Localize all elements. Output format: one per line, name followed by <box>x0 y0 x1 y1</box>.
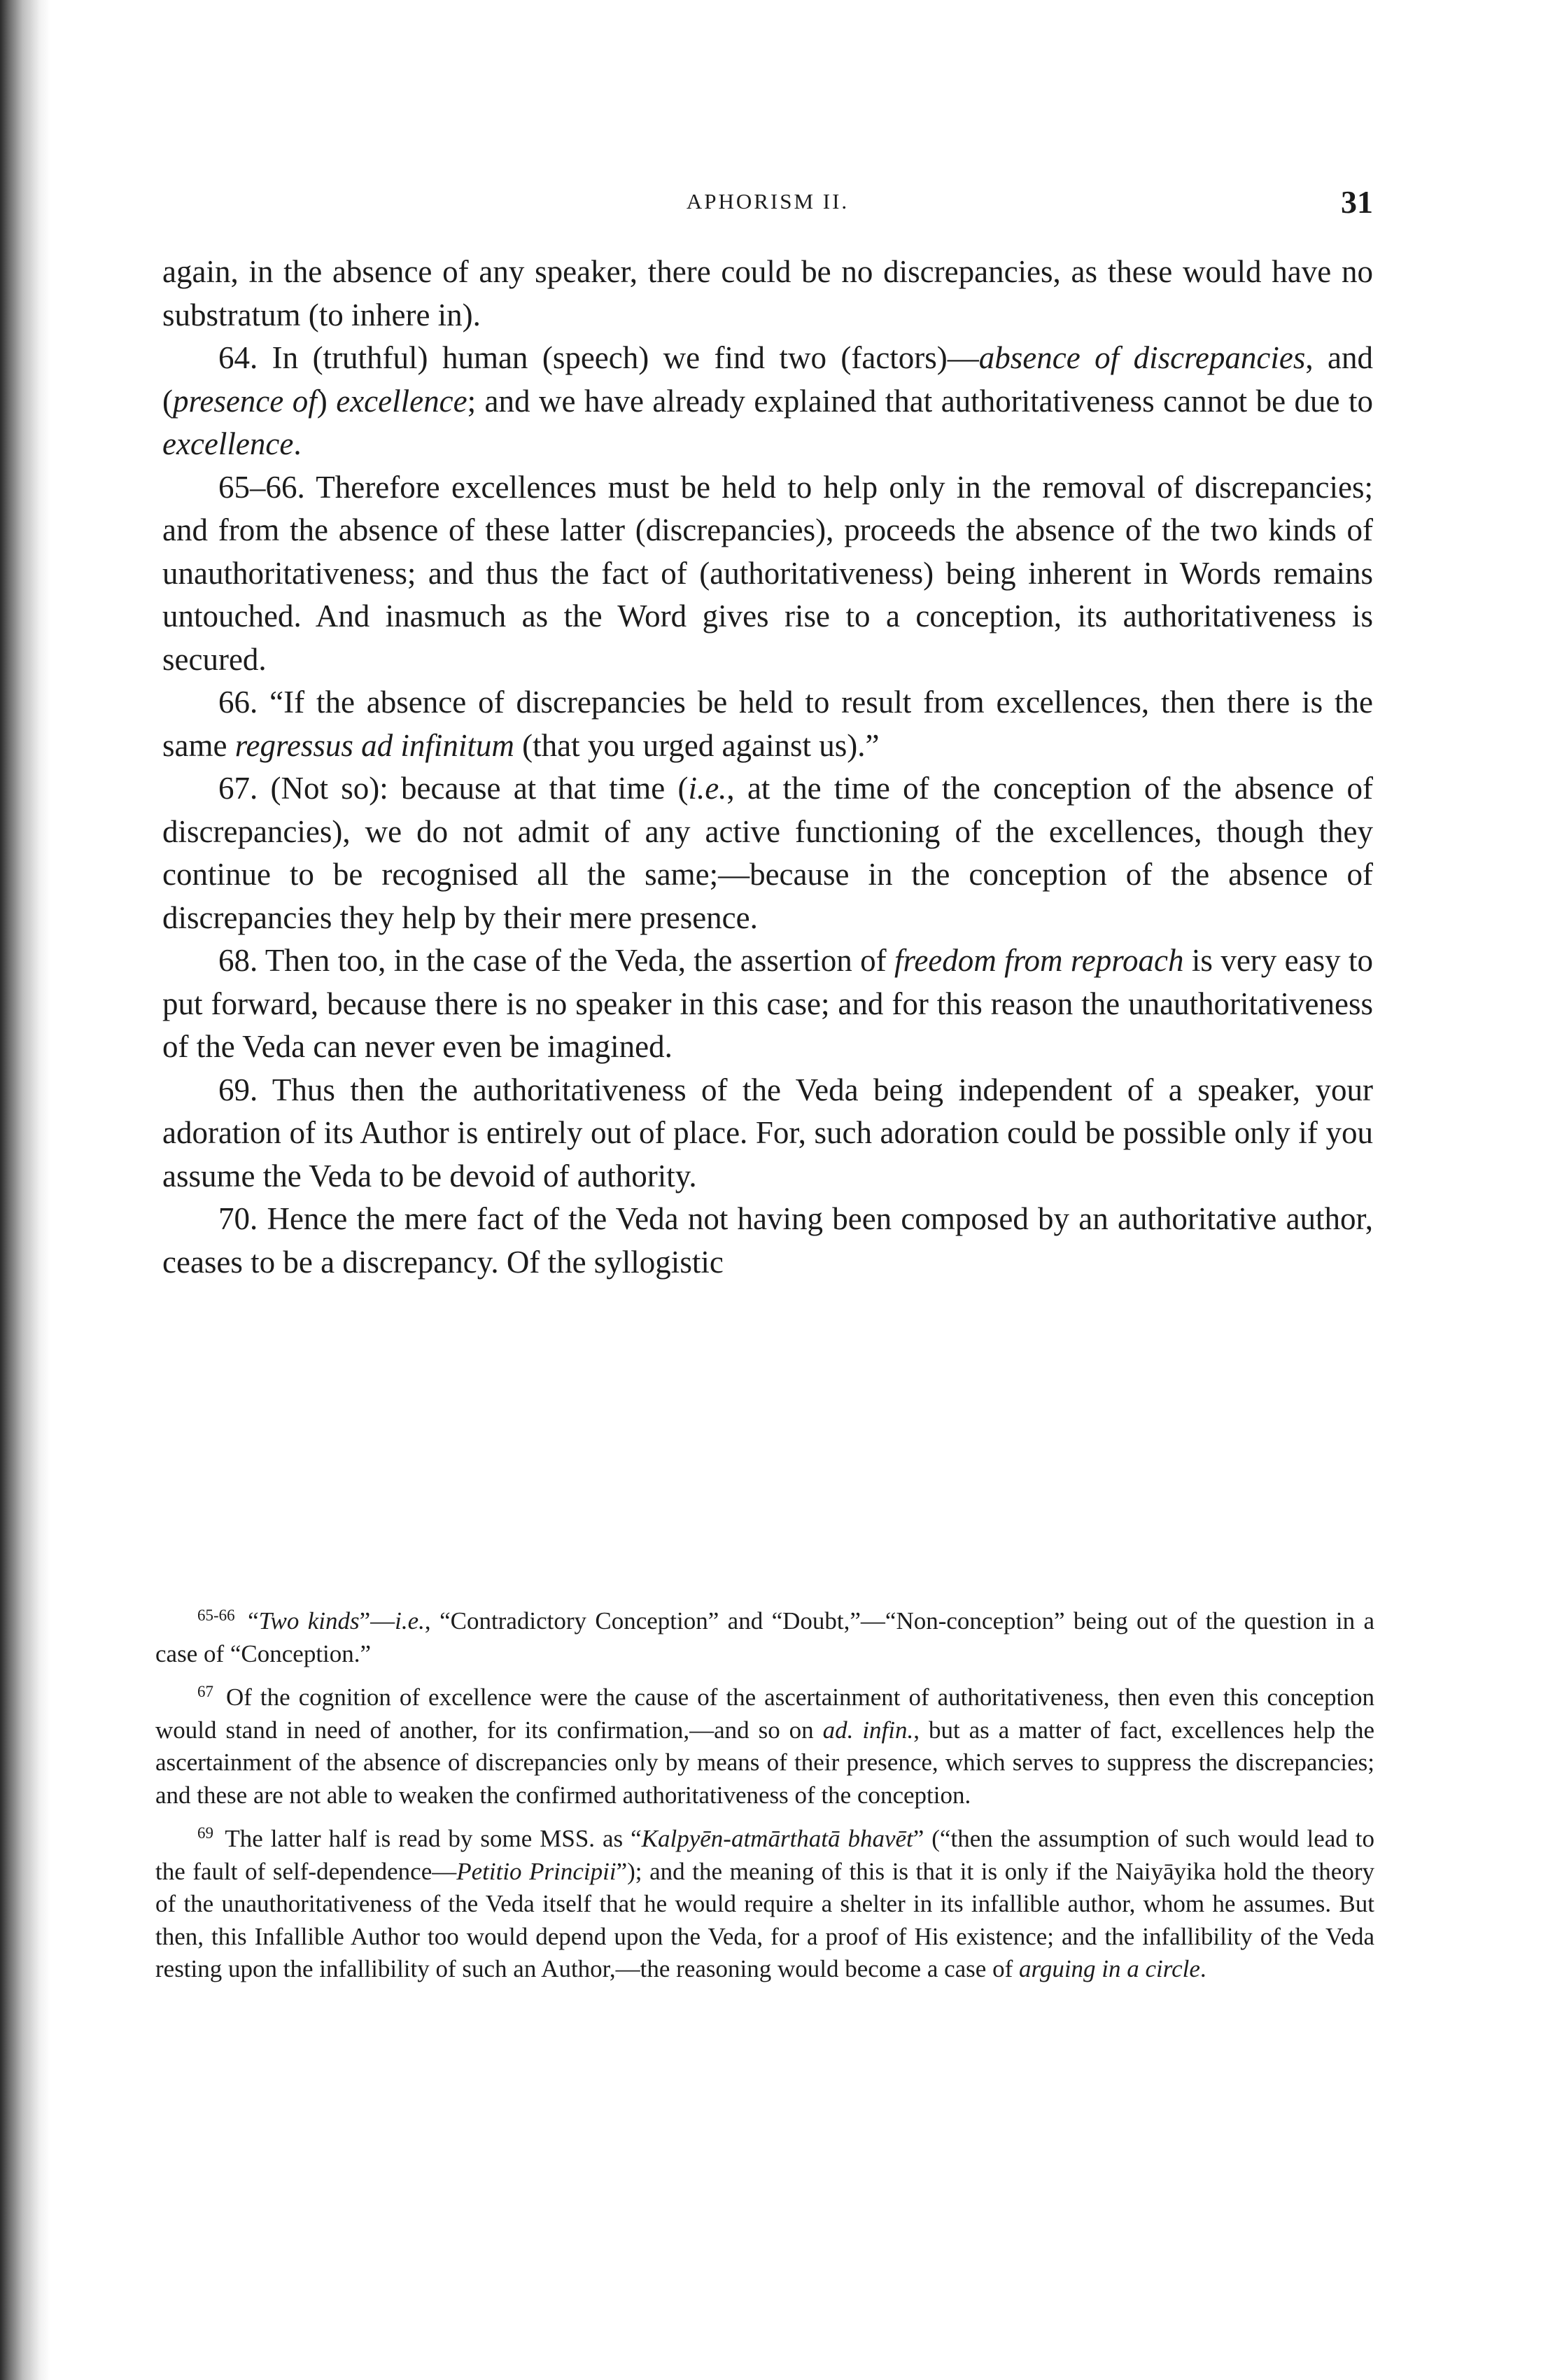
paragraph-continuation: again, in the absence of any speaker, there could be no discrepancies, as these would have no substratum (to inhere in). <box>162 254 1373 332</box>
footnote-67: $^{67}$ Of the cognition of excellence were the cause of the ascertainment of authoritativeness, then even this conception would stand in need of another, for its confirmation,—and so on ad. infin., but as a matter of fact, excellences help the ascertainment of the absence of discrepancies only by means of their presence, which serves to suppress the discrepancies; and these are not able to weaken the confirmed authoritativeness of the conception. <box>155 1683 1374 1809</box>
paragraph-66: 66. “If the absence of discrepancies be held to result from excellences, then there is the same regressus ad infinitum (that you urged against us).” <box>162 685 1373 763</box>
paragraph-65-66: 65–66. Therefore excellences must be held to help only in the removal of discrepancies; and from the absence of these latter (discrepancies), proceeds the absence of the two kinds of unauthoritativeness; and thus the fact of (authoritativeness) being inherent in Words remains untouched. And inasmuch as the Word gives rise to a conception, its authoritativeness is secured. <box>162 469 1373 677</box>
paragraph-67: 67. (Not so): because at that time (i.e., at the time of the conception of the absence of discrepancies), we do not admit of any active functioning of the excellences, though they continue to be recognised all the same;—because in the conception of the absence of discrepancies they help by their mere presence. <box>162 771 1374 935</box>
paragraph-68: 68. Then too, in the case of the Veda, the assertion of freedom from reproach is very easy to put forward, because there is no speaker in this case; and for this reason the unauthoritativeness of the Veda can never even be imagined. <box>162 943 1374 1064</box>
footnote-marker: 69 <box>197 1824 213 1842</box>
paragraph-64: 64. In (truthful) human (speech) we find two (factors)—absence of discrepancies, and (presence of) excellence; and we have already explained that authoritativeness cannot be due to excellence. <box>162 340 1373 461</box>
footnotes <box>155 1600 1374 1991</box>
page-header <box>162 183 1373 232</box>
footnote-69: $^{69}$ The latter half is read by some MSS. as “Kalpyēn-atmārthatā bhavēt” (“then the assumption of such would lead to the fault of self-dependence—Petitio Principii”); and the meaning of this is that it is only if the Naiyāyika hold the theory of the unauthoritativeness of the Veda itself that he would require a shelter in its infallible author, whom he assumes. But then, this Infallible Author too would depend upon the Veda, for a proof of His existence; and the infallibility of the Veda resting upon the infallibility of such an Author,—the reasoning would become a case of arguing in a circle. <box>155 1824 1374 1982</box>
paragraph-69: 69. Thus then the authoritativeness of the Veda being independent of a speaker, your adoration of its Author is entirely out of place. For, such adoration could be possible only if you assume the Veda to be devoid of authority. <box>162 1072 1373 1194</box>
main-text <box>162 251 1373 1284</box>
running-head: APHORISM II. <box>686 189 850 214</box>
paragraph-70: 70. Hence the mere fact of the Veda not having been composed by an authoritative author, ceases to be a discrepancy. Of the syllogistic <box>162 1201 1373 1280</box>
footnote-65-66: $^{65-66}$ “Two kinds”—i.e., “Contradictory Conception” and “Doubt,”—“Non-conception” being out of the question in a case of “Conception.” <box>155 1606 1375 1667</box>
scanned-binding-edge <box>0 0 50 2380</box>
footnote-marker: 65-66 <box>197 1606 235 1624</box>
footnote-marker: 67 <box>197 1683 213 1700</box>
page-number: 31 <box>1341 184 1373 220</box>
